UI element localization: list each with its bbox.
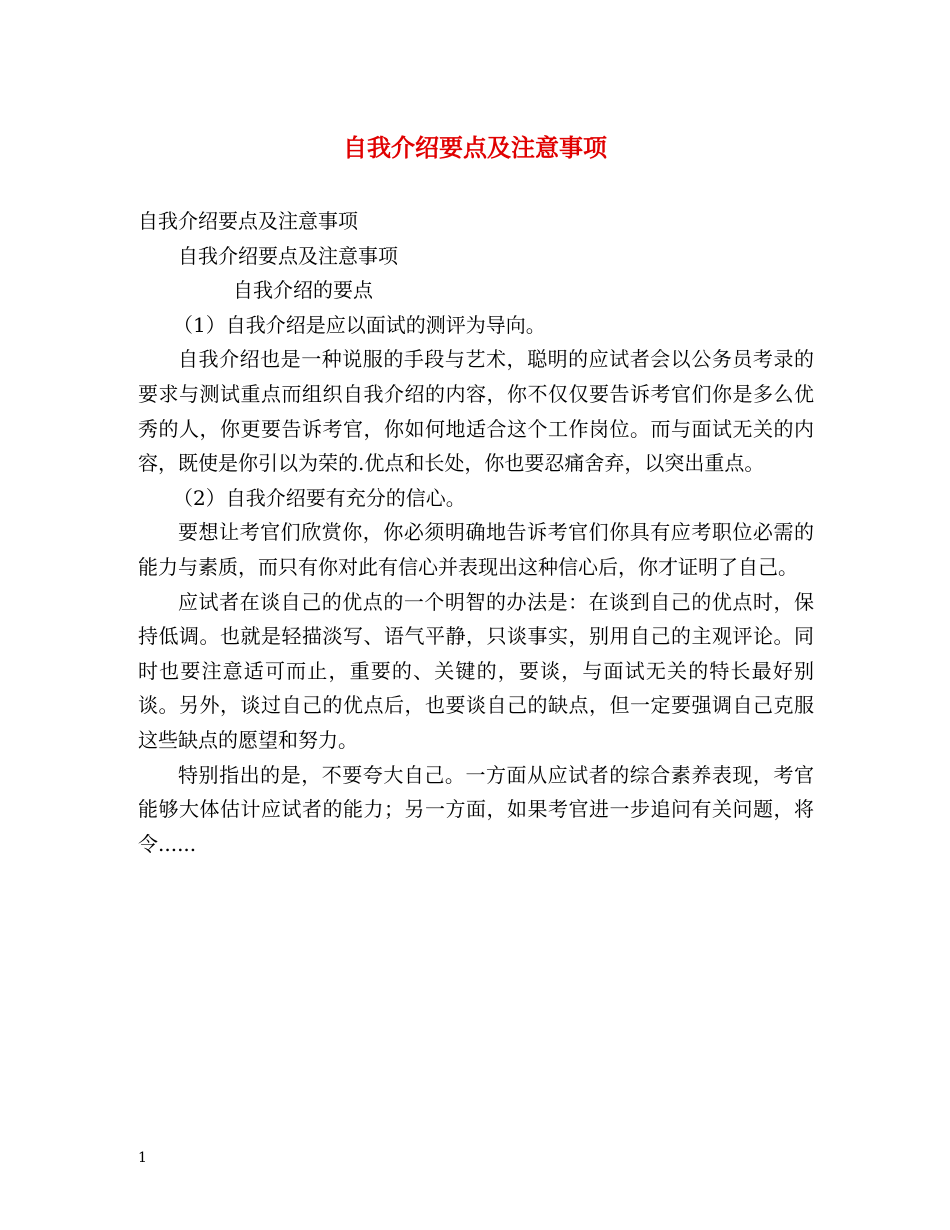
paragraph-strengths-advice: 应试者在谈自己的优点的一个明智的办法是：在谈到自己的优点时，保持低调。也就是轻描淡写、语气平静，只谈事实，别用自己的主观评论。同时也要注意适可而止，重要的、关键的，要谈，与面试无关的特长最好别谈。另外，谈过自己的优点后，也要谈自己的缺点，但一定要强调自己克服这些缺点的愿望和努力。 — [138, 589, 814, 752]
page-number: 1 — [138, 1150, 147, 1166]
paragraph-no-exaggeration: 特别指出的是，不要夸大自己。一方面从应试者的综合素养表现，考官能够大体估计应试者的能力；另一方面，如果考官进一步追问有关问题，将令...... — [138, 762, 814, 856]
paragraph-point-1-body: 自我介绍也是一种说服的手段与艺术，聪明的应试者会以公务员考录的要求与测试重点而组织自我介绍的内容，你不仅仅要告诉考官们你是多么优秀的人，你更要告诉考官，你如何地适合这个工作岗位。而与面试无关的内容，既使是你引以为荣的.优点和长处，你也要忍痛舍弃，以突出重点。 — [138, 347, 814, 476]
section-heading-key-points: 自我介绍的要点 — [233, 278, 373, 303]
document-body — [138, 204, 814, 861]
paragraph-heading-1: 自我介绍要点及注意事项 — [138, 209, 358, 233]
point-1-heading: （1）自我介绍是应以面试的测评为导向。 — [173, 312, 546, 337]
paragraph-heading-2: 自我介绍要点及注意事项 — [178, 243, 398, 268]
paragraph-point-2-body: 要想让考官们欣赏你，你必须明确地告诉考官们你具有应考职位必需的能力与素质，而只有你对此有信心并表现出这种信心后，你才证明了自己。 — [138, 520, 814, 579]
point-2-heading: （2）自我介绍要有充分的信心。 — [173, 485, 466, 510]
document-title: 自我介绍要点及注意事项 — [343, 133, 607, 162]
